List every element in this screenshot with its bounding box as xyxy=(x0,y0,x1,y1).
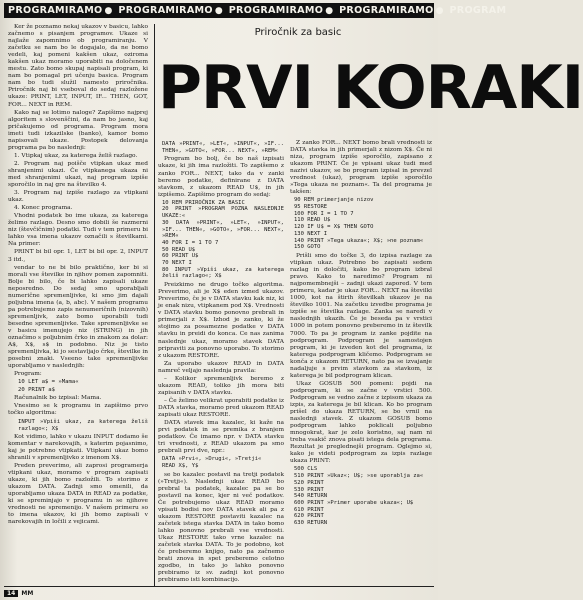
column-divider xyxy=(154,24,155,586)
code-line: 10 LET a$ = »Mama« xyxy=(18,379,79,386)
paragraph: Ukaz GOSUB 500 pomeni: pojdi na podprogram, ki se začne v vrstici 500. Podprogram se vedno začne z izpisom ukaza za izpis, za katerega je bil klican. Ko bo program prišel do ukaza RETURN, se bo vrnil na naslednji stavek. Z ukazom GOSUB bomo podprogram lahko poklicali poljubno mnogokrat, kar je zelo koristno, saj nam ni treba vsakič znova pisati istega dela programa. Rezultat je preglednejši program. Oglejmo si, kako je videti podprogram za izpis razlage ukaza PRINT: xyxy=(290,380,432,465)
paragraph: Z zanko FOR... NEXT bomo brali vrednosti iz DATA stavka in jih primerjali z nizom X$. Če ni niza, program izpiše sporočilo, zapisano z ukazom PRINT. Če je vpisani ukaz tudi med nazivi ukazov, se bo program izpisal in prevzel vrednost (ukaz), program izpiše sporočilo »Tega ukaza ne poznam«. Ta del programa je takšen: xyxy=(290,140,432,196)
code-block: DATA »PRINT«, »LET«, »INPUT«, »IF... THEN«, »GOTO«, »FOR... NEXT«, »REM« xyxy=(162,141,288,154)
section-banner xyxy=(4,3,507,18)
paragraph: Računalnik bo izpisal: Mama. xyxy=(14,395,102,402)
paragraph: Vnesimo se k programu in zapišimo prvo točko algoritma: xyxy=(8,403,148,417)
banner-label: PROGRAMIRAMO xyxy=(339,5,434,16)
banner-label: PROGRAM xyxy=(449,5,507,16)
paragraph: Kot vidimo, lahko v ukazu INPUT dodamo še komentar v narekovajih, s katerim pojasnimo, kaj je potrebno vtipkati. Vtipkani ukaz bomo shranili v spremenljivko z imenom X$. xyxy=(8,433,148,461)
list-item: 3. Program naj izpiše razlago za vtipkani ukaz. xyxy=(8,190,148,204)
paragraph: Preizkimo ne drugo točko algoritma. Preverimo, ali je X$ eden izmed ukazov. Preverimo, če je v DATA stavku kak niz, ki je enak nizu, vtipkanem pod X$. Vrednosti v DATA stavku bomo ponovno prebrali in primerjali z X$. Izhod je zanko, ki že stojimo za posamezne podatke v DATA stavku in preidi do konca. Ce nas zanima naslednje ukaz, moramo stavek DATA pripraviti za ponovno uporabo. To storimo z ukazom RESTORE. xyxy=(158,282,284,359)
code-block: 10 REM PRIROČNIK ZA BASIC 20 PRINT »PROGRAM POZNA NASLEDNJE UKAZE:« 30 DATA »PRINT«, »LET«, »INPUT«, »IF... THEN«, »GOTO«, »FOR... NEXT«, »REM« 40 FOR I = 1 TO 7 50 READ U$ 60 PRINT U$ 70 NEXT I 80 INPUT »Vpiši ukaz, za katerega želiš razlago«; X$ xyxy=(162,199,284,280)
banner-bullet-icon: ● xyxy=(325,5,334,16)
bottom-rule xyxy=(4,586,434,587)
banner-label: PROGRAMIRAMO xyxy=(8,5,103,16)
list-item: – Če želimo velikrat uporabiti podatke iz DATA stavka, moramo pred ukazom READ zapisati ukaz RESTORE. xyxy=(158,397,284,418)
paragraph: PRINT bi bil opr. 1, LET bi bil opr. 2, INPUT 3 itd., xyxy=(8,249,148,263)
banner-bullet-icon: ● xyxy=(214,5,223,16)
banner-label: PROGRAMIRAMO xyxy=(228,5,324,16)
list-item: 2. Program naj poišče vtipkan ukaz med shranjenimi ukazi. Če vtipkanega ukaza ni med shranjenimi ukazi, naj program izpiše sporočilo in naj gre na številko 4. xyxy=(8,160,148,189)
code-line: 20 PRINT a$ xyxy=(18,387,56,394)
banner-bullet-icon: ● xyxy=(435,5,444,16)
article-column-middle xyxy=(158,140,288,586)
paragraph: Program bo bolj, če bo naš izpisati ukaze, ki jih ima razložiti. To zapišemo z zanko FOR... NEXT, tako da v zanki beremo podatke, definirane z DATA stavkom, z ukazom READ U$, in jih izpišemo. Zapišimo program do sedaj: xyxy=(158,156,284,198)
list-item: – Kolikor spremenljivk beremo z ukazom READ, toliko jih mora biti zapisanih v DATA stavku. xyxy=(158,375,284,396)
paragraph: Vhodni podatek bo ime ukaza, za katerega želimo razlago. Desno smo dobili še razmerni niz (števčičnim) podatki. Tudi v tem primeru bi lahko vsa imena ukazov označili s številkami. Na primer: xyxy=(8,213,148,248)
paragraph: Prišli smo do točke 3, do izpisa razlage za vtipkan ukaz. Potrebno bo zapisati sedem razlag in določiti, kako bo program izbral pravo. Kako to naredimo? Program ni najpomembnejši – zadnji ukazi zapored. V tem primeru, kadar je ukaz FOR... NEXT na številki 1000, kot na štirih številkah ukazov je na številko 1001. Na začetku izvedbe programa je izpiše se številka razlage. Zanka se naredi v naslednjih ukazih. Če je beseda pa v vrstici 1000 in potem ponovno preberemo in iz številk 7000. To pa je program iz zanke pojdite na podprogram. Podprogram je samostojen program, ki je izveden kot del programa, iz katerega podprogram kličemo. Podprogram se konča z ukazom RETURN, nato pa se izvajanje nadaljuje s prvim stavkom za stavkom, iz katerega je bil podprogram klican. xyxy=(290,253,432,379)
paragraph: Za uporabo ukazov READ in DATA namreč veljajo naslednja pravila: xyxy=(158,360,284,374)
article-subtitle: Priročnik za basic xyxy=(254,27,342,38)
code-block: 500 CLS 510 PRINT »Ukaz«; U$; »se uporablja za« 520 PRINT 530 PRINT 540 RETURN 600 PRINT »Primer uporabe ukaza«; U$ 610 PRINT 620 PRINT 630 RETURN xyxy=(294,466,424,527)
page-footer xyxy=(4,588,434,598)
magazine-name: MM xyxy=(21,589,34,597)
paragraph: Ker že poznamo nekaj ukazov v basicu, lahko začnemo s pisanjem programov. Ukaze si najlaže zapomnimo ob programiranju. V začetku se nam bo le dogajalo, da ne bomo vedeli, kaj pomeni kakšen ukaz, oziroma kakšen ukaz moramo uporabiti na določenem mestu. Zato bomo skupaj napisali program, ki nam bo pomagal pri učenju basica. Program nam bo tudi služil namesto priročnika. Priročnik naj bi vseboval do sedaj razložene ukaze: PRINT, LET, INPUT, IF... THEN, GOT, FOR... NEXT in REM. xyxy=(8,24,148,108)
article-column-left xyxy=(8,24,148,586)
code-block: 90 REM primerjanje nizov 95 RESTORE 100 FOR I = 1 TO 7 110 READ U$ 120 IF U$ = X$ THEN GOTO 130 NEXT I 140 PRINT »Tega ukaza«; X$; »ne poznam« 150 GOTO xyxy=(294,197,424,251)
article-column-right xyxy=(290,140,432,586)
page-number: 14 xyxy=(4,590,18,597)
paragraph: Preden preverimo, ali zaprosi programerja vtipkani ukaz, moramo v program zapisati ukaze, ki jih bomo razložili. To storimo z ukazom DATA. Zadnji smo omenili, da uporabljamo ukaza DATA in READ za podatke, ki se spreminjajo v programu in se njihove vrednosti ne spremenijo. V našem primeru so to imena ukazov, ki jih bomo zapisali v narekovajih in ločili z vejicami. xyxy=(8,462,148,526)
list-item: 4. Konec programa. xyxy=(14,205,73,212)
banner-bullet-icon: ● xyxy=(104,5,113,16)
article-title: PRVI KORAKI xyxy=(158,53,583,123)
list-item: 1. Vtipkaj ukaz, za katerega želiš razlago. xyxy=(14,152,138,159)
paragraph: vendar to ne bi bilo praktično, ker bi si morali vse številke in njihov pomen zapomniti. Bolje bi bilo, če bi lahko zapisali ukaze neposredno. Do sedaj smo uporabljali numerične spremenljivke, ki smo jim dajali poljubna imena (a, b, abc). V našem programu pa potrebujemo zapis nenumeričnih (nizovnih) spremenljivk, zato bomo uporabili tudi besedne spremenljivke. Take spremenljivke se v basicu imenujejo niz (STRING) in jih označimo s poljubnim črko in znakom za dolar: A$, X$, s$ in podobno. Niz je tisto spremenljivka, ki jo sestavljajo črke, številke in posebni znaki. Vseeno take spremenljivke uporabljamo v naslednjih: xyxy=(8,264,148,370)
code-line: INPUT »Vpiši ukaz, za katerega želiš razlago«; X$ xyxy=(18,418,148,432)
banner-label: PROGRAMIRAMO xyxy=(118,5,213,16)
paragraph: Kako naj se lotimo naloge? Zapišimo najprej algoritem s slovenščini, da nam bo jasno, kaj pričakujemo od programa. Program mora imeti tudi izkazilske (banko), kamor bomo napisovali ukaze. Postopek delovanja programa pa bo naslednji: xyxy=(8,109,148,151)
paragraph: DATA stavek ima kazalec, ki kaže na prvi podatek in se premika z branjem podatkov. Če imamo npr. v DATA stavku tri vrednosti, z READ ukazom pa smo prebrali prvi dve, npr.: xyxy=(158,420,284,455)
paragraph: se bo kazalec postavil na tretji podatek (»Tretji«). Naslednji ukaz READ bo prebral ta podatek, kazalec pa se bo postavil na konec, kjer ni več podatkov. Če potrebujemo ukaz READ moramo vpisati bodisi nov DATA stavek ali pa z ukazom RESTORE postaviti kazalec na začetek istega stavka DATA in tako bomo lahko ponovno prebrali vse vrednosti. Ukaz RESTORE tako vrne kazalec na začetek stavka DATA. To je podobno, kot če preberemo knjigo, nato pa začnemo brati znova in spet preberemo celotno zgodbo, in tako jo lahko ponovno prebiramo iz sv. zadnji kot ponovno prebiramo isti kombinacijo. xyxy=(158,471,284,584)
code-block: DATA »Prvi«, »Drugi«, »Tretji« READ X$, Y$ xyxy=(162,456,262,469)
paragraph: Program: xyxy=(14,371,42,378)
